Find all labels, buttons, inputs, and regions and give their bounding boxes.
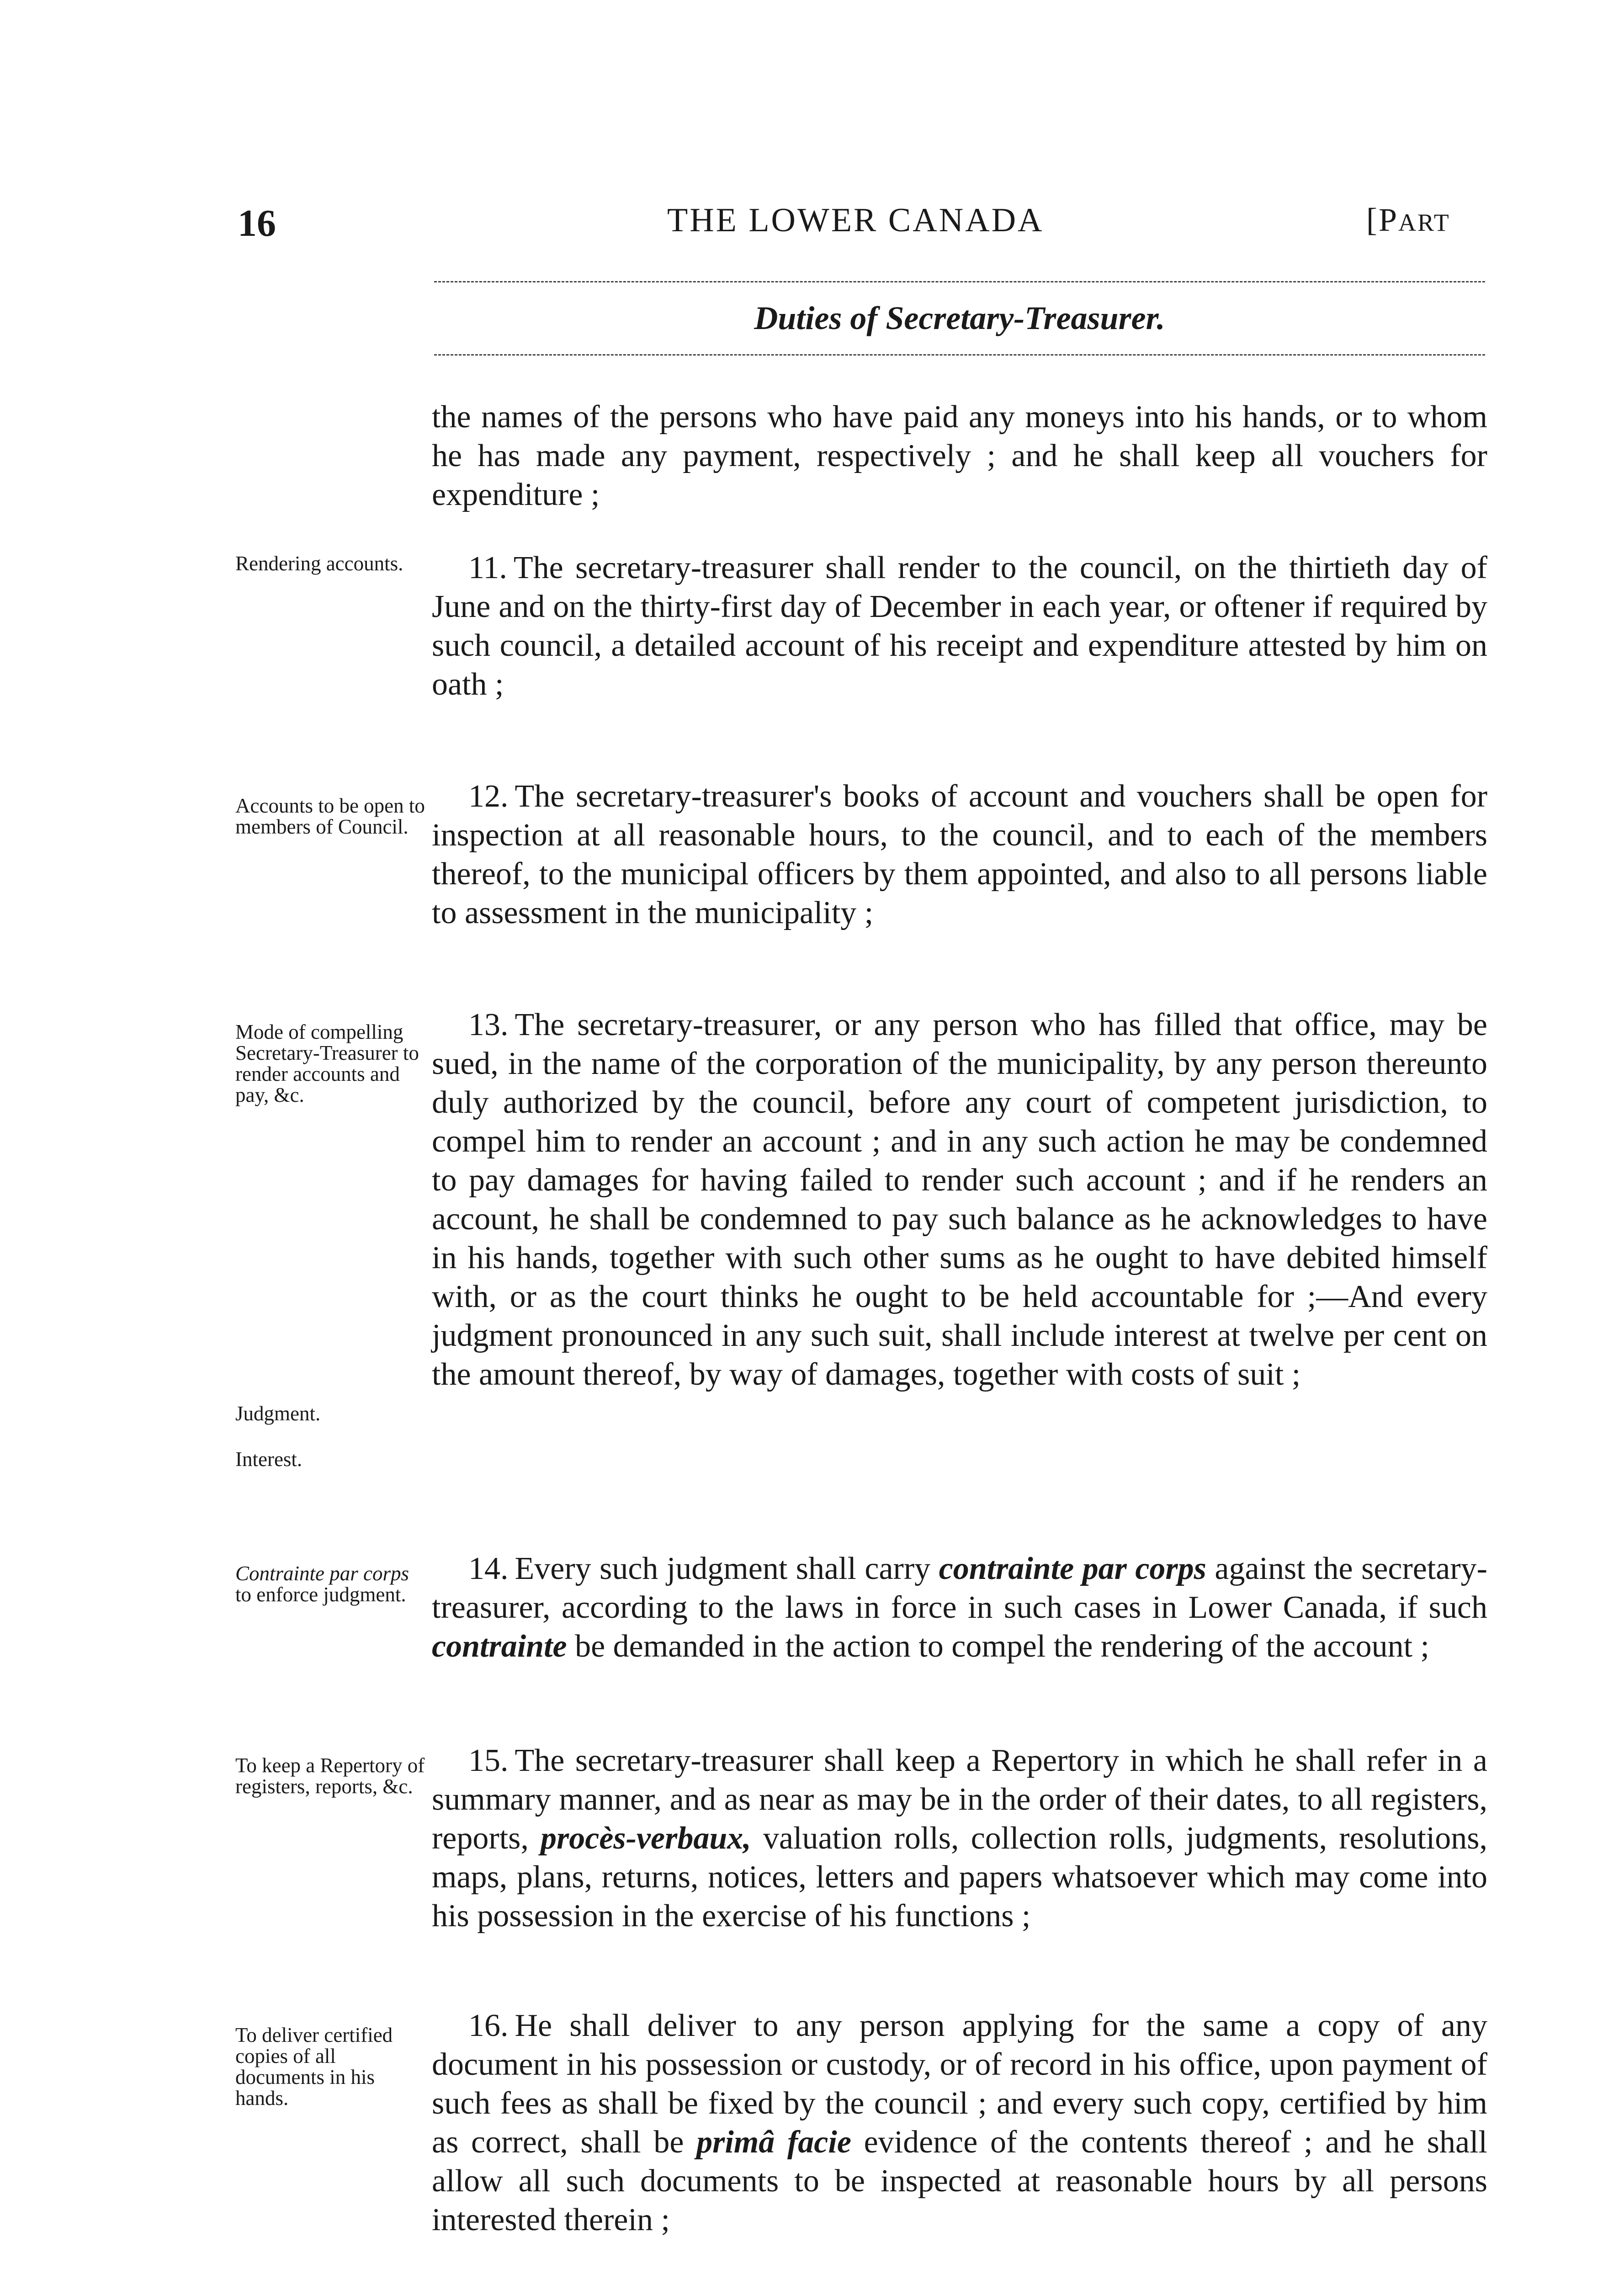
page-number: 16 [238, 202, 276, 244]
part-label-rest: ART [1398, 209, 1450, 236]
paragraph-section-14 [432, 1549, 1487, 1666]
section-title: Duties of Secretary-Treasurer. [754, 300, 1165, 336]
section-text: The secretary-treasurer, or any person who has filled that office, may be sued, in the name of the corporation of the municipality, by any person thereunto duly authorized by the council, before any court of competent jurisdiction, to compel him to render an account ; and in any such action he may be condemned to pay damages for having failed to render such account ; and if he renders an account, he shall be condemned to pay such balance as he acknowledges to have in his hands, together with such other sums as he ought to have debited himself with, or as the court thinks he ought to be held accountable for ;—And every judgment pronounced in any such suit, shall include interest at twelve per cent on the amount thereof, by way of damages, together with costs of suit ; [432, 1007, 1487, 1392]
running-title: THE LOWER CANADA [667, 202, 1044, 239]
section-text: He shall deliver to any person applying for the same a copy of any document in his possession or custody, or of record in his office, upon payment of such fees as shall be fixed by the council ; and every such copy, certified by him as correct, shall be [432, 2008, 1487, 2160]
section-text: be demanded in the action to compel the rendering of the account ; [567, 1629, 1429, 1664]
margin-note-mode-compelling: Mode of compelling Secretary-Treasurer to render accounts and pay, &c. [235, 1020, 419, 1106]
section-text: Every such judgment shall carry [515, 1551, 939, 1586]
margin-note-repertory: To keep a Repertory of registers, reports, &c. [235, 1754, 425, 1798]
section-text: valuation rolls, collection rolls, judgments, resolutions, maps, plans, returns, notices, letters and papers whatsoever which may come into his possession in the exercise of his functions ; [432, 1821, 1487, 1934]
margin-note-rendering-accounts: Rendering accounts. [235, 552, 403, 575]
paragraph-continuation: the names of the persons who have paid any moneys into his hands, or to whom he has made any payment, respectively ; and he shall keep all vouchers for expenditure ; [432, 399, 1487, 512]
part-label-bracket: [P [1366, 202, 1399, 238]
margin-note-accounts-open: Accounts to be open to members of Council. [235, 794, 425, 838]
paragraph-section-13 [432, 1005, 1487, 1394]
margin-note-text: to enforce judgment. [235, 1583, 406, 1606]
paragraph-section-16 [432, 2006, 1487, 2239]
section-text: The secretary-treasurer's books of account and vouchers shall be open for inspection at all reasonable hours, to the council, and to each of the members thereof, to the municipal officers by them appointed, and also to all persons liable to assessment in the municipality ; [432, 779, 1487, 930]
header-rule-bottom [434, 354, 1485, 356]
section-text: evidence of the contents thereof ; and he shall allow all such documents to be inspected at reasonable hours by all persons interested therein ; [432, 2125, 1487, 2237]
section-italic-term: primâ facie [696, 2125, 851, 2160]
section-number: 11. [468, 550, 507, 585]
section-italic-term: contrainte par corps [939, 1551, 1206, 1586]
margin-note-interest: Interest. [235, 1448, 303, 1471]
section-text: The secretary-treasurer shall keep a Repertory in which he shall refer in a summary manner, and as near as may be in the order of their dates, to all registers, reports, [432, 1743, 1487, 1856]
section-number: 12. [468, 779, 509, 814]
paragraph-section-11 [432, 548, 1487, 704]
part-label [1366, 201, 1450, 239]
section-italic-term: procès-verbaux, [541, 1821, 751, 1856]
section-text: against the secretary-treasurer, according to the laws in force in such cases in Lower Canada, if such [432, 1551, 1487, 1625]
section-text: The secretary-treasurer shall render to the council, on the thirtieth day of June and on the thirty-first day of December in each year, or oftener if required by such council, a detailed account of his receipt and expenditure attested by him on oath ; [432, 550, 1487, 702]
margin-note-contrainte [235, 1563, 427, 1605]
section-number: 16. [468, 2008, 509, 2043]
margin-note-italic: Contrainte par corps [235, 1562, 409, 1585]
section-number: 15. [468, 1743, 509, 1778]
section-italic-term: contrainte [432, 1629, 567, 1664]
section-number: 14. [468, 1551, 509, 1586]
paragraph-section-12 [432, 777, 1487, 932]
paragraph-section-15 [432, 1741, 1487, 1935]
margin-note-certified-copies: To deliver certified copies of all documents in his hands. [235, 2024, 393, 2110]
section-number: 13. [468, 1007, 509, 1042]
margin-note-judgment: Judgment. [235, 1402, 321, 1425]
header-rule-top [434, 281, 1485, 282]
